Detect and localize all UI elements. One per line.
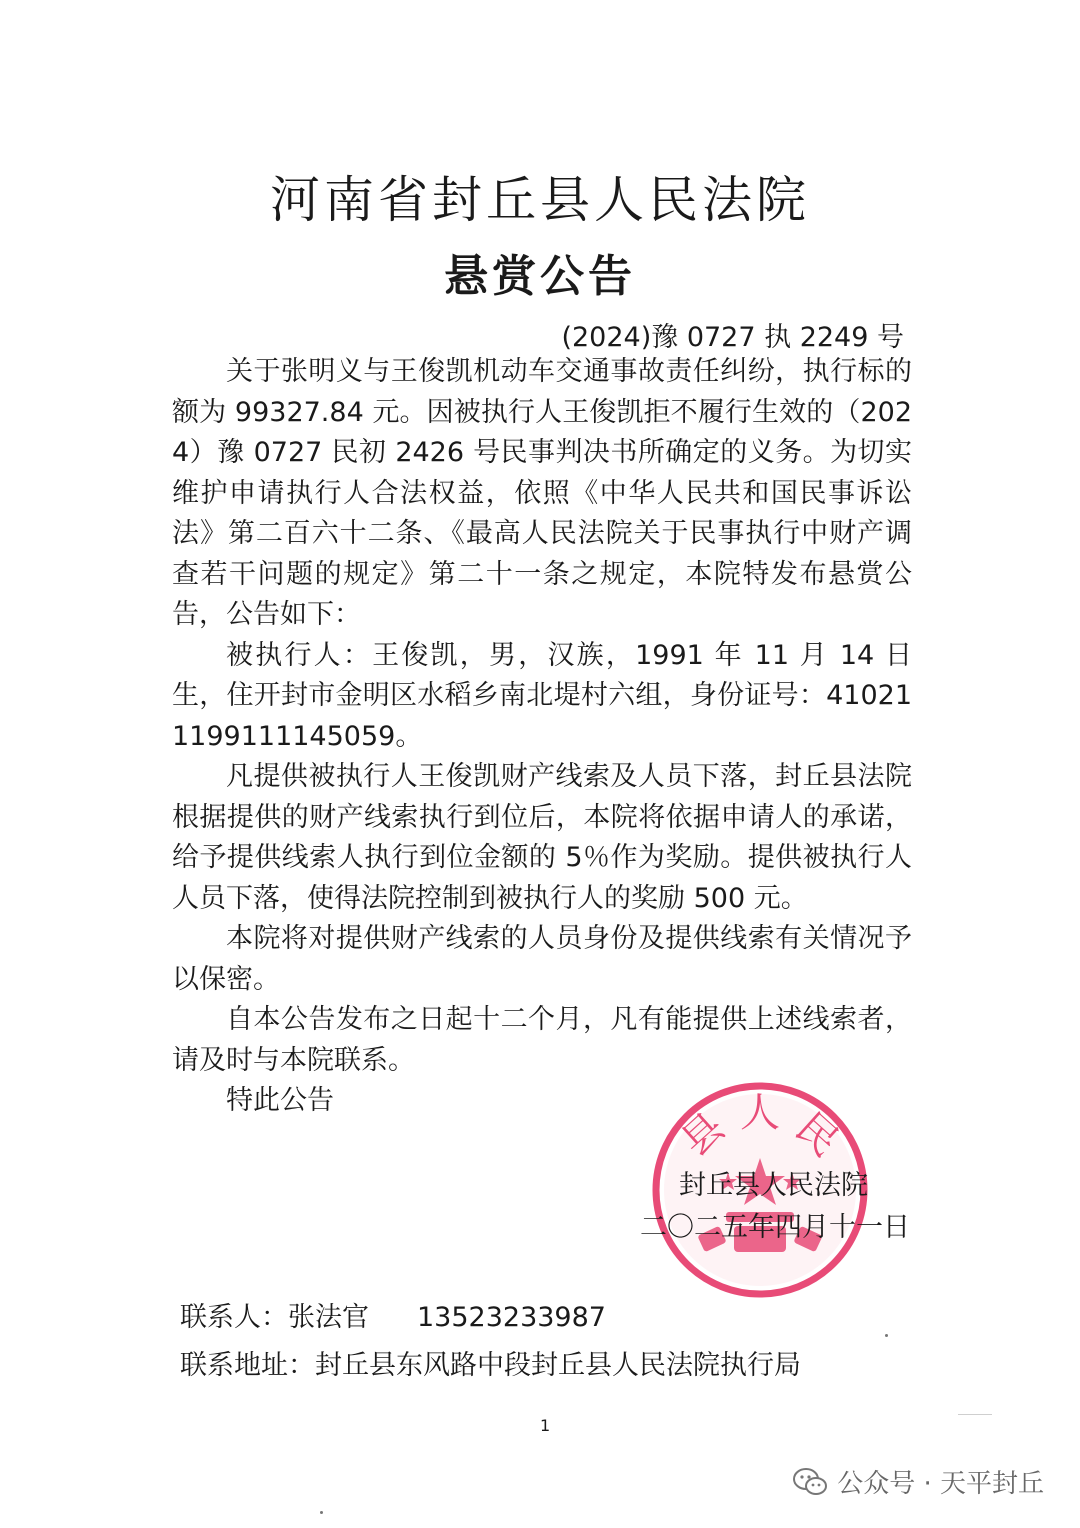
contact-address: 封丘县东风路中段封丘县人民法院执行局 xyxy=(315,1350,801,1381)
contact-person-name: 张法官 xyxy=(288,1302,369,1333)
paragraph-reward-terms: 凡提供被执行人王俊凯财产线索及人员下落，封丘县法院根据提供的财产线索执行到位后，本院将依据申请人的承诺，给予提供线索人执行到位金额的 5％作为奖励。提供被执行人人员下落，使得法院控制到被执行人的奖励 500 元。 xyxy=(172,761,912,914)
signature-date: 二〇二五年四月十一日 xyxy=(640,1212,910,1243)
paragraph-validity-period: 自本公告发布之日起十二个月，凡有能提供上述线索者，请及时与本院联系。 xyxy=(172,1004,912,1076)
watermark-text: 公众号 · 天平封丘 xyxy=(837,1469,1044,1499)
watermark xyxy=(793,1463,1044,1500)
contact-person-line xyxy=(180,1295,606,1334)
page-number: 1 xyxy=(540,1416,551,1435)
scan-line xyxy=(958,1414,992,1415)
signature-court: 封丘县人民法院 xyxy=(679,1170,868,1201)
paragraph-case-background: 关于张明义与王俊凯机动车交通事故责任纠纷，执行标的额为 99327.84 元。因被执行人王俊凯拒不履行生效的（2024）豫 0727 民初 2426 号民事判决书所确定的义务。为切实维护申请执行人合法权益，依照《中华人民共和国民事诉讼法》第二百六十二条、《最高人民法院关于民事执行中财产调查若干问题的规定》第二十一条之规定，本院特发布悬赏公告，公告如下： xyxy=(172,356,912,630)
contact-person-label: 联系人： xyxy=(180,1302,288,1333)
scan-speck xyxy=(320,1511,323,1514)
paragraph-respondent-info: 被执行人：王俊凯，男，汉族，1991 年 11 月 14 日生，住开封市金明区水稻乡南北堤村六组，身份证号：410211199111145059。 xyxy=(172,639,912,752)
contact-phone: 13523233987 xyxy=(417,1302,606,1333)
wechat-icon xyxy=(793,1467,827,1497)
seal-text: 县 人 民 xyxy=(672,1090,848,1166)
case-number: (2024)豫 0727 执 2249 号 xyxy=(561,322,904,353)
paragraph-confidentiality: 本院将对提供财产线索的人员身份及提供线索有关情况予以保密。 xyxy=(172,923,912,995)
paragraph-closing: 特此公告 xyxy=(226,1085,334,1116)
contact-address-line xyxy=(180,1343,801,1382)
scan-speck xyxy=(885,1334,888,1337)
contact-address-label: 联系地址： xyxy=(180,1350,315,1381)
notice-title: 悬赏公告 xyxy=(444,251,636,302)
court-title: 河南省封丘县人民法院 xyxy=(270,171,810,229)
notice-body xyxy=(172,352,912,1122)
